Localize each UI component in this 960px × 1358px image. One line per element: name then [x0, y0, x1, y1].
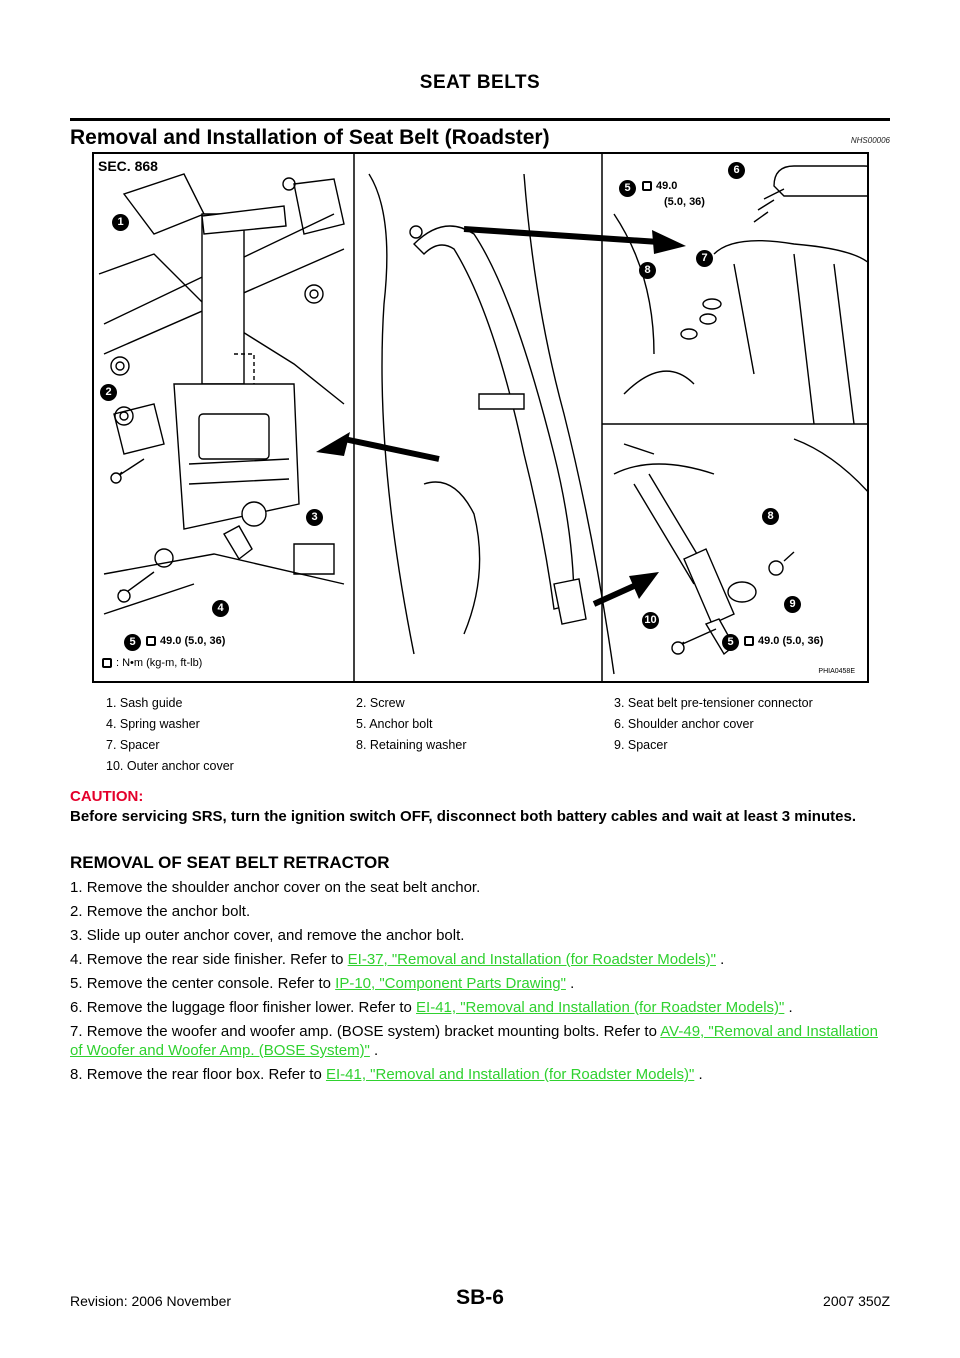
reference-link-av49[interactable]: AV-49, "Removal and Installation of Woofer and Woofer Amp. (BOSE System)": [70, 1023, 878, 1059]
legend-row: [106, 696, 896, 717]
reference-link-ei41[interactable]: EI-41, "Removal and Installation (for Roadster Models)": [416, 999, 785, 1016]
callout-5-top: 5: [619, 180, 636, 197]
callout-10: 10: [642, 612, 659, 629]
torque-wrench-icon: [146, 636, 156, 646]
callout-5-left: 5: [124, 634, 141, 651]
torque-wrench-icon: [744, 636, 754, 646]
section-title: Removal and Installation of Seat Belt (Roadster): [70, 126, 550, 149]
callout-3: 3: [306, 509, 323, 526]
legend-row: [106, 759, 896, 780]
callout-1: 1: [112, 214, 129, 231]
callout-5-bottom: 5: [722, 634, 739, 651]
footer-revision: Revision: 2006 November: [70, 1293, 232, 1309]
reference-link-ip10[interactable]: IP-10, "Component Parts Drawing": [335, 975, 566, 992]
torque-spec-bottom: 49.0 (5.0, 36): [744, 635, 823, 647]
step-5: 5. Remove the center console. Refer to IP-10, "Component Parts Drawing" .: [70, 975, 575, 992]
callout-2: 2: [100, 384, 117, 401]
callout-7: 7: [696, 250, 713, 267]
legend-item: 10. Outer anchor cover: [106, 759, 234, 773]
procedure-title: REMOVAL OF SEAT BELT RETRACTOR: [70, 853, 390, 872]
torque-wrench-icon: [642, 181, 652, 191]
legend-item: 5. Anchor bolt: [356, 717, 433, 731]
torque-units-key: : N•m (kg-m, ft-lb): [102, 657, 202, 669]
step-3: 3. Slide up outer anchor cover, and remove the anchor bolt.: [70, 927, 465, 944]
torque-wrench-icon: [102, 658, 112, 668]
legend-item: 8. Retaining washer: [356, 738, 467, 752]
step-1: 1. Remove the shoulder anchor cover on the seat belt anchor.: [70, 879, 481, 896]
legend-item: 2. Screw: [356, 696, 405, 710]
caution-label: CAUTION:: [70, 788, 144, 805]
seat-belt-figure: [92, 152, 869, 683]
callout-8-top: 8: [639, 262, 656, 279]
reference-link-ei41-floor-box[interactable]: EI-41, "Removal and Installation (for Roadster Models)": [325, 1066, 695, 1083]
page-header-title: SEAT BELTS: [419, 72, 541, 93]
footer-model: 2007 350Z: [823, 1293, 890, 1309]
legend-row: [106, 717, 896, 738]
callout-4: 4: [212, 600, 229, 617]
reference-link-ei37[interactable]: EI-37, "Removal and Installation (for Roadster Models)": [347, 951, 716, 968]
step-2: 2. Remove the anchor bolt.: [70, 903, 251, 920]
footer-page-number: SB-6: [456, 1286, 504, 1309]
legend-item: 7. Spacer: [106, 738, 160, 752]
step-7: 7. Remove the woofer and woofer amp. (BOSE system) bracket mounting bolts. Refer to AV-49, "Removal and Installation of Woofer and Woofer Amp. (BOSE System)" .: [70, 1023, 878, 1059]
legend-item: 3. Seat belt pre-tensioner connector: [614, 696, 813, 710]
torque-spec-top: 49.0: [642, 180, 677, 192]
step-4: 4. Remove the rear side finisher. Refer to EI-37, "Removal and Installation (for Roadster Models)" .: [70, 951, 725, 968]
figure-id: PHIA0458E: [818, 668, 855, 675]
callout-8-bottom: 8: [762, 508, 779, 525]
parts-legend: [106, 696, 896, 780]
torque-spec-left: 49.0 (5.0, 36): [146, 635, 225, 647]
figure-illustration: [94, 154, 869, 683]
header-rule: [70, 118, 890, 121]
step-8: 8. Remove the rear floor box. Refer to EI-41, "Removal and Installation (for Roadster Models)" .: [70, 1066, 703, 1083]
section-code: NHS00006: [850, 136, 890, 145]
procedure-steps: [70, 878, 892, 1089]
callout-6: 6: [728, 162, 745, 179]
caution-text: Before servicing SRS, turn the ignition switch OFF, disconnect both battery cables and wait at least 3 minutes.: [70, 808, 856, 825]
step-6: 6. Remove the luggage floor finisher lower. Refer to EI-41, "Removal and Installation (for Roadster Models)" .: [70, 999, 793, 1016]
legend-item: 4. Spring washer: [106, 717, 200, 731]
legend-item: 1. Sash guide: [106, 696, 183, 710]
legend-item: 9. Spacer: [614, 738, 668, 752]
legend-row: [106, 738, 896, 759]
legend-item: 6. Shoulder anchor cover: [614, 717, 754, 731]
figure-section-number: SEC. 868: [98, 158, 158, 174]
torque-spec-top-units: (5.0, 36): [664, 196, 705, 208]
callout-9: 9: [784, 596, 801, 613]
